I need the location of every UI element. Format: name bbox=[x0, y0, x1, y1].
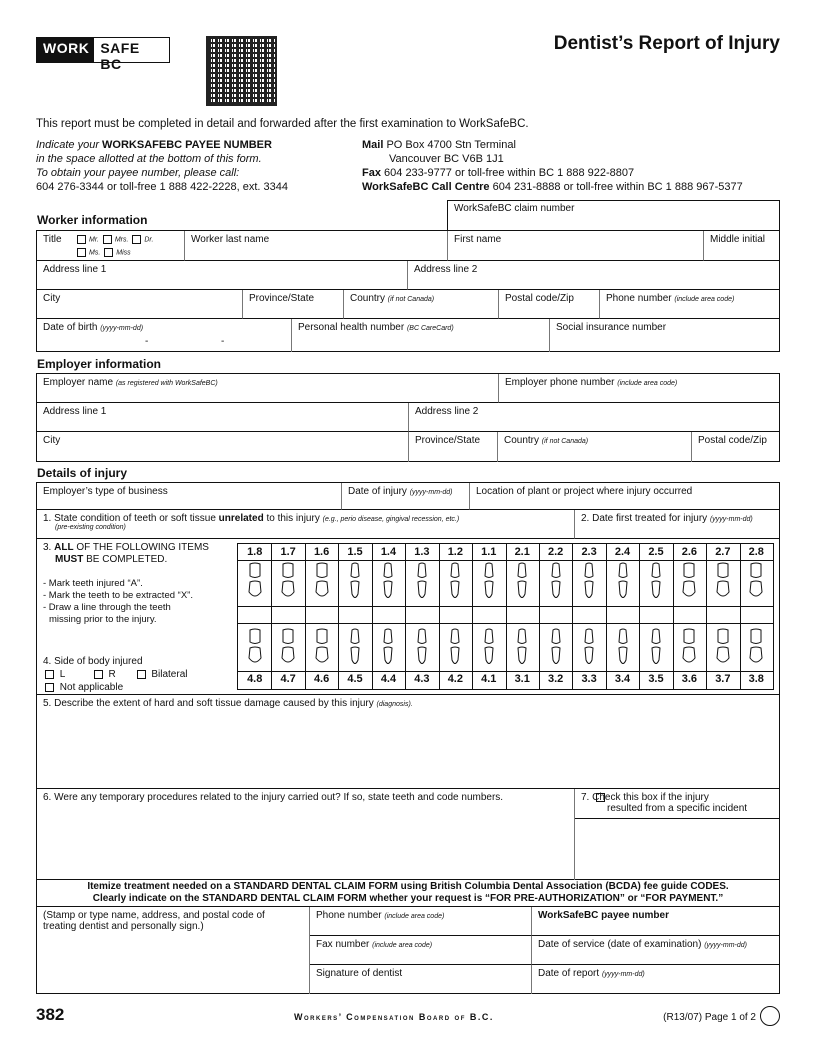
worker-country-field[interactable]: Country (if not Canada) bbox=[344, 290, 499, 319]
title-mrs-checkbox[interactable] bbox=[103, 235, 112, 244]
claim-number-field[interactable]: WorkSafeBC claim number bbox=[447, 200, 780, 231]
tooth-number-upper: 2.2 bbox=[548, 546, 564, 558]
tooth-number-lower: 3.5 bbox=[648, 673, 664, 685]
dentist-fax-field[interactable]: Fax number (include area code) bbox=[310, 936, 532, 965]
barcode-image bbox=[206, 36, 277, 106]
tooth-chart-divider bbox=[539, 544, 540, 689]
employer-phone-field[interactable]: Employer phone number (include area code) bbox=[499, 374, 780, 403]
tooth-chart-divider bbox=[305, 544, 306, 689]
tooth-number-upper: 2.3 bbox=[581, 546, 597, 558]
tooth-chart-divider bbox=[271, 544, 272, 689]
title-mr-checkbox[interactable] bbox=[77, 235, 86, 244]
upper-tooth-icon-5[interactable] bbox=[414, 562, 430, 602]
tooth-number-lower: 3.1 bbox=[514, 673, 530, 685]
tooth-chart-divider bbox=[439, 544, 440, 689]
specific-incident-checkbox[interactable] bbox=[596, 793, 605, 802]
date-of-service-field[interactable]: Date of service (date of examination) (yyyy-mm-dd) bbox=[532, 936, 780, 965]
form-number: 382 bbox=[36, 1005, 65, 1024]
worker-address2-field[interactable]: Address line 2 bbox=[408, 261, 780, 290]
tooth-chart-divider bbox=[740, 544, 741, 689]
tooth-chart-divider bbox=[673, 544, 674, 689]
tooth-number-lower: 4.8 bbox=[247, 673, 263, 685]
tooth-number-upper: 1.8 bbox=[247, 546, 263, 558]
tooth-chart-divider bbox=[639, 544, 640, 689]
business-type-field[interactable]: Employer’s type of business bbox=[37, 483, 342, 510]
unrelated-condition-field[interactable]: 1. State condition of teeth or soft tissue unrelated to this injury (e.g., perio disease, gingival recession, etc.) (pre-existing condition) bbox=[37, 510, 575, 539]
recycle-icon bbox=[760, 1006, 780, 1026]
tooth-number-lower: 3.6 bbox=[681, 673, 698, 685]
tooth-chart-row-line bbox=[238, 560, 773, 561]
lower-tooth-icon-13[interactable] bbox=[681, 628, 697, 668]
social-insurance-number-field[interactable]: Social insurance number bbox=[556, 322, 667, 333]
middle-initial-field[interactable]: Middle initial bbox=[704, 231, 780, 261]
upper-tooth-icon-0[interactable] bbox=[247, 562, 263, 602]
tooth-chart-divider bbox=[372, 544, 373, 689]
intro-text: This report must be completed in detail and forwarded after the first examination to WorkSafeBC. bbox=[36, 118, 529, 130]
lower-tooth-icon-0[interactable] bbox=[247, 628, 263, 668]
upper-tooth-icon-11[interactable] bbox=[615, 562, 631, 602]
tooth-chart-divider bbox=[472, 544, 473, 689]
employer-postal-field[interactable]: Postal code/Zip bbox=[698, 435, 767, 446]
worker-province-field[interactable]: Province/State bbox=[243, 290, 344, 319]
lower-tooth-icon-9[interactable] bbox=[548, 628, 564, 668]
tooth-chart-row-line bbox=[238, 623, 773, 624]
injury-section-title: Details of injury bbox=[37, 466, 128, 480]
payee-number-field[interactable]: WorkSafeBC payee number bbox=[532, 907, 780, 936]
first-name-field[interactable]: First name bbox=[448, 231, 704, 261]
tooth-number-upper: 2.8 bbox=[748, 546, 764, 558]
lower-tooth-icon-5[interactable] bbox=[414, 628, 430, 668]
lower-tooth-icon-2[interactable] bbox=[314, 628, 330, 668]
upper-tooth-icon-8[interactable] bbox=[514, 562, 530, 602]
lower-tooth-icon-10[interactable] bbox=[581, 628, 597, 668]
tooth-chart bbox=[237, 543, 774, 690]
lower-tooth-icon-8[interactable] bbox=[514, 628, 530, 668]
q4-side-of-body: 4. Side of body injured L R Bilateral Not applicable bbox=[43, 656, 188, 693]
dentist-signature-field[interactable]: Signature of dentist bbox=[310, 965, 532, 994]
lower-tooth-icon-6[interactable] bbox=[447, 628, 463, 668]
dentist-signoff-table bbox=[36, 906, 780, 994]
tooth-number-lower: 4.7 bbox=[280, 673, 296, 685]
contact-info: Mail PO Box 4700 Stn Terminal Vancouver BC V6B 1J1 Fax 604 233-9777 or toll-free within BC 1 888 922-8807 WorkSafeBC Call Centre 604 231-8888 or toll-free within BC 1 888 967-5377 bbox=[362, 139, 743, 193]
upper-tooth-icon-7[interactable] bbox=[481, 562, 497, 602]
tooth-chart-divider bbox=[405, 544, 406, 689]
tooth-chart-divider bbox=[506, 544, 507, 689]
tooth-chart-divider bbox=[338, 544, 339, 689]
tooth-number-lower: 3.8 bbox=[748, 673, 764, 685]
logo-safebc: SAFE BC bbox=[100, 40, 140, 72]
logo-work: WORK bbox=[37, 38, 94, 62]
tooth-chart-divider bbox=[706, 544, 707, 689]
tooth-number-upper: 1.4 bbox=[380, 546, 397, 558]
revision-page: (R13/07) Page 1 of 2 bbox=[663, 1012, 756, 1023]
worker-postal-field[interactable]: Postal code/Zip bbox=[499, 290, 600, 319]
upper-tooth-icon-15[interactable] bbox=[748, 562, 764, 602]
employer-province-field[interactable]: Province/State bbox=[409, 432, 498, 462]
worksafebc-logo bbox=[36, 37, 170, 72]
date-of-injury-field[interactable]: Date of injury (yyyy-mm-dd) bbox=[342, 483, 470, 510]
upper-tooth-icon-13[interactable] bbox=[681, 562, 697, 602]
tooth-number-lower: 4.3 bbox=[414, 673, 430, 685]
worker-section-title: Worker information bbox=[37, 213, 148, 227]
lower-tooth-icon-15[interactable] bbox=[748, 628, 764, 668]
lower-tooth-icon-1[interactable] bbox=[280, 628, 296, 668]
date-of-report-field[interactable]: Date of report (yyyy-mm-dd) bbox=[538, 968, 645, 979]
dentist-stamp-field[interactable]: (Stamp or type name, address, and postal code of treating dentist and personally sign.) bbox=[37, 907, 310, 994]
employer-section-title: Employer information bbox=[37, 357, 162, 371]
upper-tooth-icon-14[interactable] bbox=[715, 562, 731, 602]
title-ms-checkbox[interactable] bbox=[77, 248, 86, 257]
tooth-number-upper: 1.6 bbox=[313, 546, 330, 558]
upper-tooth-icon-10[interactable] bbox=[581, 562, 597, 602]
teeth-chart-section bbox=[37, 539, 780, 695]
tooth-number-upper: 1.7 bbox=[280, 546, 296, 558]
tooth-number-lower: 3.4 bbox=[614, 673, 631, 685]
itemize-notice: Itemize treatment needed on a STANDARD DENTAL CLAIM FORM using British Columbia Dental Association (BCDA) fee guide CODES. Clearly indicate on the STANDARD DENTAL CLAIM FORM whether your request is “FOR PRE-AUTHORIZATION” or “FOR PAYMENT.” bbox=[36, 880, 780, 907]
worker-phone-field[interactable]: Phone number (include area code) bbox=[600, 290, 780, 319]
title-dr-checkbox[interactable] bbox=[132, 235, 141, 244]
tooth-chart-divider bbox=[606, 544, 607, 689]
employer-city-field[interactable]: City bbox=[37, 432, 409, 462]
upper-tooth-icon-3[interactable] bbox=[347, 562, 363, 602]
tooth-chart-divider bbox=[572, 544, 573, 689]
board-name: Workers’ Compensation Board of B.C. bbox=[294, 1012, 494, 1022]
tooth-number-upper: 2.6 bbox=[681, 546, 698, 558]
tooth-number-lower: 4.6 bbox=[313, 673, 330, 685]
tooth-number-upper: 1.1 bbox=[481, 546, 497, 558]
employer-name-field[interactable]: Employer name (as registered with WorkSafeBC) bbox=[37, 374, 499, 403]
tooth-number-lower: 4.1 bbox=[481, 673, 497, 685]
upper-tooth-icon-1[interactable] bbox=[280, 562, 296, 602]
payee-note: Indicate your WORKSAFEBC PAYEE NUMBER in the space allotted at the bottom of this form. To obtain your payee number, please call: 604 276-3344 or toll-free 1 888 422-2228, ext. 3344 bbox=[36, 139, 288, 193]
employer-address2-field[interactable]: Address line 2 bbox=[409, 403, 780, 432]
injury-location-field[interactable]: Location of plant or project where injury occurred bbox=[470, 483, 780, 510]
tooth-number-lower: 3.7 bbox=[715, 673, 731, 685]
tooth-number-lower: 4.2 bbox=[447, 673, 463, 685]
side-right-checkbox[interactable] bbox=[94, 670, 103, 679]
upper-tooth-icon-2[interactable] bbox=[314, 562, 330, 602]
date-of-birth-field[interactable]: Date of birth (yyyy-mm-dd) - - bbox=[37, 319, 292, 352]
tooth-number-upper: 1.2 bbox=[447, 546, 463, 558]
worker-city-field[interactable]: City bbox=[37, 290, 243, 319]
personal-health-number-field[interactable]: Personal health number (BC CareCard) bbox=[292, 319, 550, 352]
upper-tooth-icon-6[interactable] bbox=[447, 562, 463, 602]
specific-incident-field: 7. Check this box if the injury resulted from a specific incident bbox=[575, 789, 780, 819]
employer-address1-field[interactable]: Address line 1 bbox=[37, 403, 409, 432]
tooth-number-upper: 2.7 bbox=[715, 546, 731, 558]
tooth-number-lower: 3.2 bbox=[548, 673, 564, 685]
side-left-checkbox[interactable] bbox=[45, 670, 54, 679]
q3-instructions: 3. ALL OF THE FOLLOWING ITEMS MUST BE COMPLETED. - Mark teeth injured “A”. - Mark the teeth to be extracted “X”. - Draw a line through the teeth missing prior to the injury. bbox=[43, 542, 209, 625]
worker-address1-field[interactable]: Address line 1 bbox=[37, 261, 408, 290]
worker-info-table bbox=[36, 230, 780, 352]
temporary-procedures-field[interactable]: 6. Were any temporary procedures related to the injury carried out? If so, state teeth and code numbers. bbox=[37, 789, 575, 880]
form-title: Dentist’s Report of Injury bbox=[553, 33, 780, 54]
worker-last-name-field[interactable]: Worker last name bbox=[185, 231, 448, 261]
injury-details-table bbox=[36, 482, 780, 880]
title-field: Title Mr. Mrs. Dr. Ms. Miss bbox=[37, 231, 185, 261]
date-first-treated-field[interactable]: 2. Date first treated for injury (yyyy-mm-dd) bbox=[575, 510, 780, 539]
lower-tooth-icon-12[interactable] bbox=[648, 628, 664, 668]
tooth-number-upper: 2.1 bbox=[514, 546, 530, 558]
tooth-number-lower: 4.5 bbox=[347, 673, 363, 685]
tooth-chart-row-line bbox=[238, 671, 773, 672]
side-bilateral-checkbox[interactable] bbox=[137, 670, 146, 679]
lower-tooth-icon-4[interactable] bbox=[380, 628, 396, 668]
lower-tooth-icon-7[interactable] bbox=[481, 628, 497, 668]
tooth-number-lower: 4.4 bbox=[380, 673, 397, 685]
upper-tooth-icon-9[interactable] bbox=[548, 562, 564, 602]
lower-tooth-icon-11[interactable] bbox=[615, 628, 631, 668]
side-not-applicable-checkbox[interactable] bbox=[45, 683, 54, 692]
upper-tooth-icon-4[interactable] bbox=[380, 562, 396, 602]
employer-info-table bbox=[36, 373, 780, 462]
title-miss-checkbox[interactable] bbox=[104, 248, 113, 257]
tooth-number-upper: 2.4 bbox=[614, 546, 631, 558]
employer-country-field[interactable]: Country (if not Canada) bbox=[498, 432, 692, 462]
dentist-phone-field[interactable]: Phone number (include area code) bbox=[310, 907, 532, 936]
tooth-chart-row-line bbox=[238, 606, 773, 607]
tooth-number-upper: 1.5 bbox=[347, 546, 363, 558]
lower-tooth-icon-14[interactable] bbox=[715, 628, 731, 668]
lower-tooth-icon-3[interactable] bbox=[347, 628, 363, 668]
tooth-number-upper: 2.5 bbox=[648, 546, 664, 558]
damage-description-field[interactable]: 5. Describe the extent of hard and soft tissue damage caused by this injury (diagnosis). bbox=[37, 695, 780, 789]
tooth-number-upper: 1.3 bbox=[414, 546, 430, 558]
tooth-number-lower: 3.3 bbox=[581, 673, 597, 685]
upper-tooth-icon-12[interactable] bbox=[648, 562, 664, 602]
